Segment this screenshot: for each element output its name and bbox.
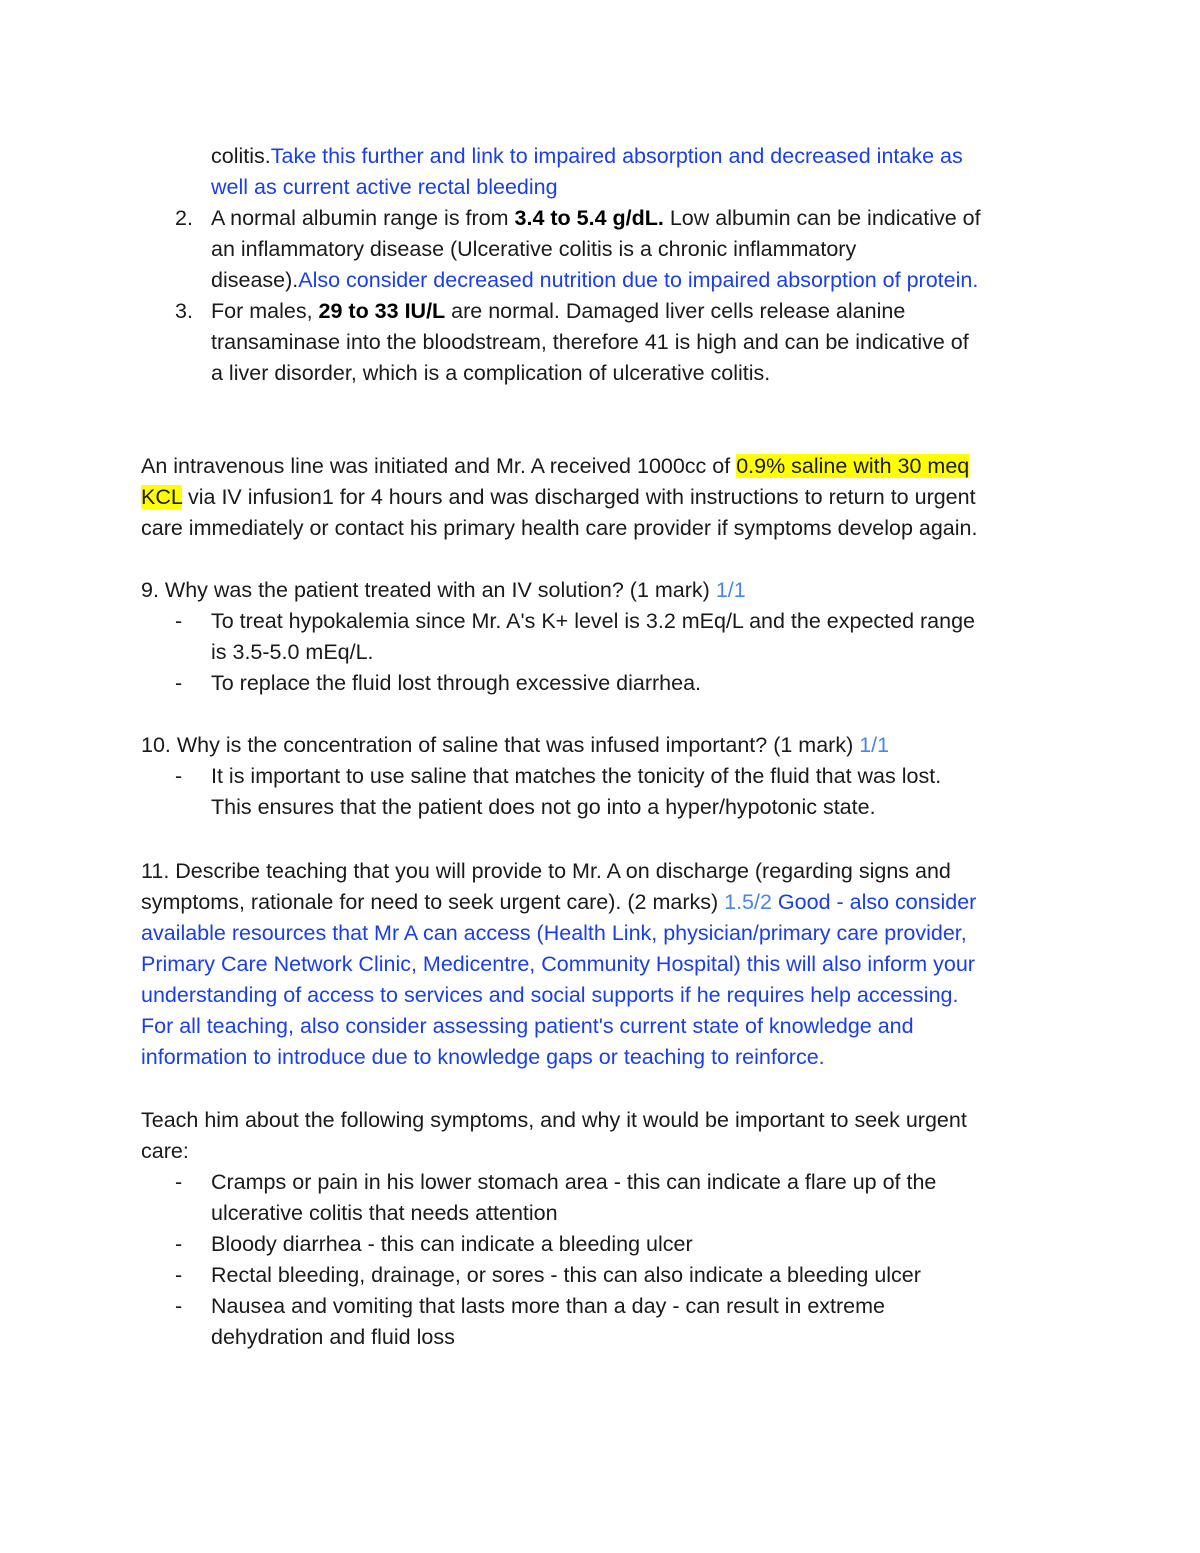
q10-answer-line1: It is important to use saline that matches the tonicity of the fluid that was lost. <box>211 764 942 788</box>
instructor-comment-line: information to introduce due to knowledge gaps or teaching to reinforce. <box>141 1045 825 1069</box>
q10-answer-line2: This ensures that the patient does not go into a hyper/hypotonic state. <box>211 795 876 819</box>
highlighted-text: KCL <box>141 485 183 509</box>
albumin-range: 3.4 to 5.4 g/dL. <box>514 206 664 230</box>
iv-paragraph-line1: An intravenous line was initiated and Mr. A received 1000cc of 0.9% saline with 30 meq <box>141 454 970 478</box>
symptom-4-line2: dehydration and fluid loss <box>211 1325 455 1349</box>
instructor-comment: well as current active rectal bleeding <box>211 175 558 199</box>
item3-line1: For males, 29 to 33 IU/L are normal. Damaged liver cells release alanine <box>211 299 906 323</box>
question-11-line1: 11. Describe teaching that you will provide to Mr. A on discharge (regarding signs and <box>141 859 951 883</box>
bullet-dash: - <box>175 1232 183 1256</box>
alt-range: 29 to 33 IU/L <box>318 299 446 323</box>
item2-line1: A normal albumin range is from 3.4 to 5.4 g/dL. Low albumin can be indicative of <box>211 206 981 230</box>
question-9: 9. Why was the patient treated with an IV solution? (1 mark) 1/1 <box>141 578 746 602</box>
instructor-comment: Good - also consider <box>771 890 977 914</box>
teach-intro-line2: care: <box>141 1139 189 1163</box>
bullet-dash: - <box>175 1170 183 1194</box>
bullet-dash: - <box>175 1263 183 1287</box>
symptom-4-line1: Nausea and vomiting that lasts more than a day - can result in extreme <box>211 1294 886 1318</box>
grade: 1.5/2 <box>724 890 772 914</box>
q9-answer2: To replace the fluid lost through excessive diarrhea. <box>211 671 701 695</box>
item2-line3: disease).Also consider decreased nutrition due to impaired absorption of protein. <box>211 268 979 292</box>
instructor-comment-line: understanding of access to services and social supports if he requires help accessing. <box>141 983 959 1007</box>
bullet-dash: - <box>175 609 183 633</box>
q9-answer1-line2: is 3.5-5.0 mEq/L. <box>211 640 374 664</box>
item2-line2: an inflammatory disease (Ulcerative colitis is a chronic inflammatory <box>211 237 857 261</box>
instructor-comment: Also consider decreased nutrition due to impaired absorption of protein. <box>298 268 979 292</box>
grade: 1/1 <box>715 578 746 602</box>
item3-line2: transaminase into the bloodstream, therefore 41 is high and can be indicative of <box>211 330 969 354</box>
bullet-dash: - <box>175 764 183 788</box>
symptom-3: Rectal bleeding, drainage, or sores - this can also indicate a bleeding ulcer <box>211 1263 921 1287</box>
instructor-comment-line: Primary Care Network Clinic, Medicentre, Community Hospital) this will also inform your <box>141 952 975 976</box>
instructor-comment-line: For all teaching, also consider assessing patient's current state of knowledge and <box>141 1014 914 1038</box>
item3-line3: a liver disorder, which is a complication of ulcerative colitis. <box>211 361 771 385</box>
symptom-2: Bloody diarrhea - this can indicate a bleeding ulcer <box>211 1232 693 1256</box>
iv-paragraph-line3: care immediately or contact his primary health care provider if symptoms develop again. <box>141 516 978 540</box>
question-10: 10. Why is the concentration of saline that was infused important? (1 mark) 1/1 <box>141 733 890 757</box>
item1-text: colitis. <box>211 144 271 168</box>
symptom-1-line1: Cramps or pain in his lower stomach area - this can indicate a flare up of the <box>211 1170 937 1194</box>
highlighted-text: 0.9% saline with 30 meq <box>736 454 970 478</box>
symptom-1-line2: ulcerative colitis that needs attention <box>211 1201 558 1225</box>
instructor-comment-line: available resources that Mr A can access (Health Link, physician/primary care provider, <box>141 921 967 945</box>
bullet-dash: - <box>175 671 183 695</box>
item1-continuation-line1 <box>211 141 963 172</box>
list-number: 3. <box>175 299 193 323</box>
list-number: 2. <box>175 206 193 230</box>
bullet-dash: - <box>175 1294 183 1318</box>
instructor-comment: Take this further and link to impaired absorption and decreased intake as <box>270 144 963 168</box>
q9-answer1-line1: To treat hypokalemia since Mr. A's K+ level is 3.2 mEq/L and the expected range <box>211 609 975 633</box>
grade: 1/1 <box>859 733 890 757</box>
teach-intro-line1: Teach him about the following symptoms, and why it would be important to seek urgent <box>141 1108 967 1132</box>
iv-paragraph-line2: KCL via IV infusion1 for 4 hours and was discharged with instructions to return to urgent <box>141 485 976 509</box>
question-11-line2: symptoms, rationale for need to seek urgent care). (2 marks) 1.5/2 Good - also consider <box>141 890 977 914</box>
